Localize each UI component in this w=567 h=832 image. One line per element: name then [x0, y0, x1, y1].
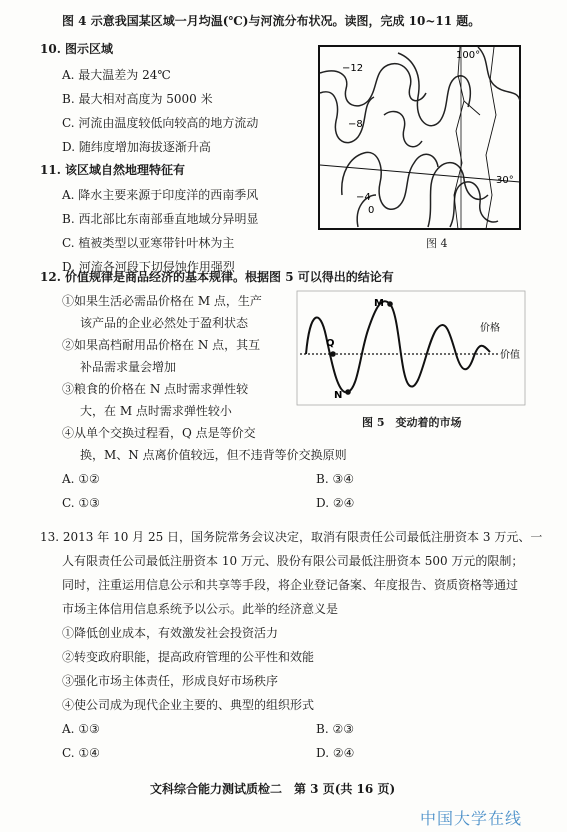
q13-option-a: A. ①③ [62, 722, 100, 736]
label-n: N [334, 390, 343, 401]
q13-line-1: 13. 2013 年 10 月 25 日，国务院常务会议决定，取消有限责任公司最低注册资本 3 万元、一 [40, 530, 543, 544]
label-zero: 0 [368, 205, 375, 216]
label-value: 价值 [500, 350, 520, 361]
point-q [330, 351, 336, 357]
q12-line-1: ①如果生活必需品价格在 M 点，生产 [62, 294, 262, 308]
q12-line-3: ②如果高档耐用品价格在 N 点，其互 [62, 338, 261, 352]
q12-line-8: 换，M、N 点离价值较远，但不违背等价交换原则 [80, 448, 347, 462]
label-minus8: −8 [348, 119, 363, 130]
figure-5-market-chart [296, 290, 526, 406]
q12-line-2: 该产品的企业必然处于盈利状态 [80, 316, 249, 330]
q10-stem: 10. 图示区域 [40, 42, 114, 56]
q13-line-2: 人有限责任公司最低注册资本 10 万元、股份有限公司最低注册资本 500 万元的限制； [62, 554, 524, 568]
q13-item-1: ①降低创业成本，有效激发社会投资活力 [62, 626, 279, 640]
q13-item-3: ③强化市场主体责任，形成良好市场秩序 [62, 674, 279, 688]
q13-option-d: D. ②④ [316, 746, 355, 760]
q11-option-a: A. 降水主要来源于印度洋的西南季风 [62, 188, 259, 202]
q12-option-a: A. ①② [62, 472, 100, 486]
q12-line-6: 大，在 M 点时需求弹性较小 [80, 404, 232, 418]
q11-option-c: C. 植被类型以亚寒带针叶林为主 [62, 236, 235, 250]
q13-line-3: 同时，注重运用信息公示和共享等手段，将企业登记备案、年度报告、资质资格等通过 [62, 578, 519, 592]
q12-option-d: D. ②④ [316, 496, 355, 510]
watermark: 中国大学在线 [420, 809, 523, 828]
figure-5-caption: 图 5 变动着的市场 [362, 416, 462, 429]
q12-option-c: C. ①③ [62, 496, 100, 510]
intro-text: 图 4 示意我国某区域一月均温(℃)与河流分布状况。读图，完成 10~11 题。 [62, 14, 481, 28]
q11-option-b: B. 西北部比东南部垂直地域分异明显 [62, 212, 259, 226]
q11-stem: 11. 该区域自然地理特征有 [40, 163, 186, 177]
page-footer: 文科综合能力测试质检二 第 3 页(共 16 页) [150, 782, 396, 796]
q13-line-4: 市场主体信用信息系统予以公示。此举的经济意义是 [62, 602, 339, 616]
point-m [387, 301, 393, 307]
label-q: Q [326, 338, 335, 349]
label-price: 价格 [480, 323, 500, 334]
label-100-degrees: 100° [456, 50, 481, 61]
q12-line-5: ③粮食的价格在 N 点时需求弹性较 [62, 382, 249, 396]
q12-line-7: ④从单个交换过程看，Q 点是等价交 [62, 426, 256, 440]
label-minus12: −12 [342, 63, 364, 74]
q13-item-4: ④使公司成为现代企业主要的、典型的组织形式 [62, 698, 315, 712]
label-30-degrees: 30° [496, 175, 514, 186]
label-m: M [374, 298, 384, 309]
figure-4-map [318, 45, 522, 231]
q13-option-b: B. ②③ [316, 722, 354, 736]
q12-option-b: B. ③④ [316, 472, 354, 486]
q10-option-c: C. 河流由温度较低向较高的地方流动 [62, 116, 259, 130]
q11-option-d: D. 河流各河段下切侵蚀作用强烈 [62, 260, 235, 274]
q12-line-4: 补品需求量会增加 [80, 360, 177, 374]
q10-option-d: D. 随纬度增加海拔逐渐升高 [62, 140, 211, 154]
q13-item-2: ②转变政府职能，提高政府管理的公平性和效能 [62, 650, 315, 664]
label-minus4: −4 [356, 192, 371, 203]
figure-4-caption: 图 4 [426, 237, 448, 250]
q13-option-c: C. ①④ [62, 746, 100, 760]
point-n [345, 389, 351, 395]
q10-option-b: B. 最大相对高度为 5000 米 [62, 92, 213, 106]
q10-option-a: A. 最大温差为 24℃ [62, 68, 171, 82]
q12-stem: 12. 价值规律是商品经济的基本规律。根据图 5 可以得出的结论有 [40, 270, 394, 284]
